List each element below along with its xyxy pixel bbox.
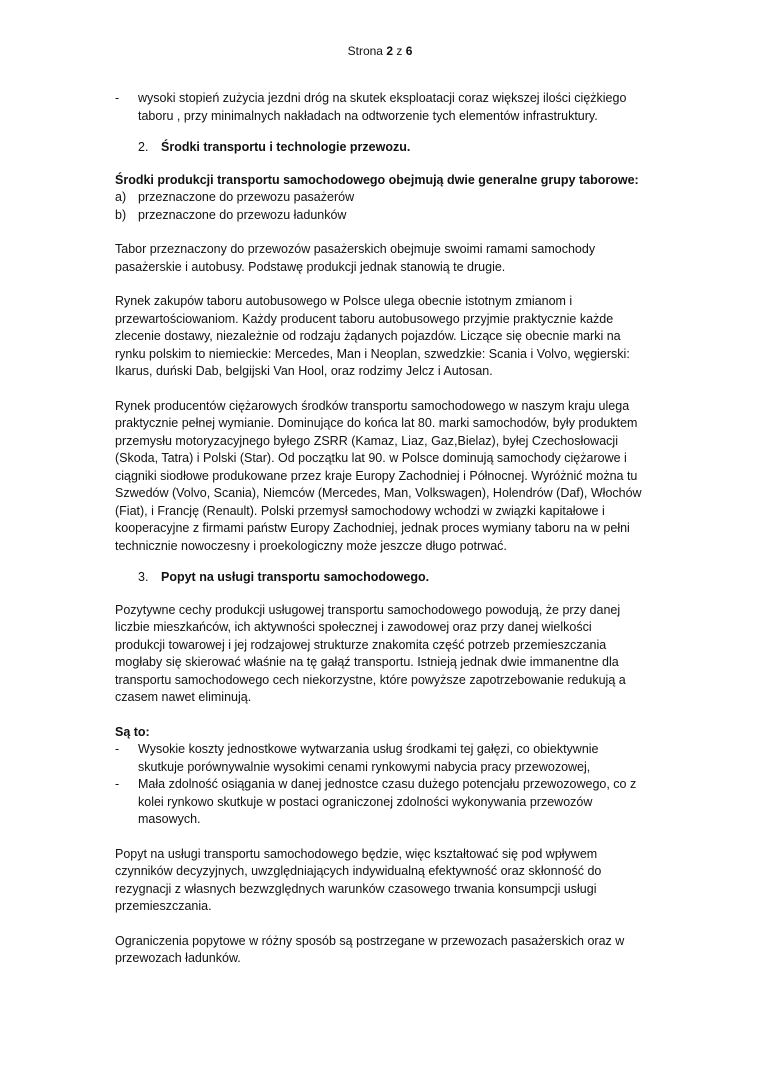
current-page-number: 2 [386,44,393,58]
section-number: 2. [138,140,149,154]
bullet-text: Wysokie koszty jednostkowe wytwarzania usług środkami tej gałęzi, co obiektywnie skutkuje porównywalnie wysokimi cenami rynkowymi nabycia pracy przewozowej, [138,742,599,774]
paragraph-pozytywne-cechy: Pozytywne cechy produkcji usługowej transportu samochodowego powodują, że przy danej liczbie mieszkańców, ich aktywności społecznej i zawodowej oraz przy danej wielkości produkcji towarowej i jej rodzajowej strukturze znakomita część potrzeb przemieszczania mogłaby się skierować właśnie na tę gałąź transportu. Istnieją jednak dwie immanentne dla transportu samochodowego cech niekorzystne, które powyższe zapotrzebowanie redukują a czasem nawet eliminują. [115,602,626,704]
paragraph-rynek-ciezarowych: Rynek producentów ciężarowych środków transportu samochodowego w naszym kraju ulega praktycznie pełnej wymianie. Dominujące do końca lat 80. marki samochodów, były produktem przemysłu motoryzacyjnego byłego ZSRR (Kamaz, Liaz, Gaz,Bielaz), byłej Czechosłowacji (Skoda, Tatra) i Polski (Star). Od początku lat 90. w Polsce dominują samochody ciężarowe i ciągniki siodłowe produkowane przez kraje Europy Zachodniej i Północnej. Wyróżnić można tu Szwedów (Volvo, Scania), Niemców (Mercedes, Man, Volkswagen), Holendrów (Daf), Włochów (Fiat), i Francję (Renault). Polski przemysł samochodowy wchodzi w związki kapitałowe i kooperacyjne z firmami państw Europy Zachodniej, jednak proces wymiany taboru na w pełni technicznie nowoczesny i proekologiczny może jeszcze długo potrwać. [115,398,642,553]
section-title: Środki transportu i technologie przewozu. [161,140,411,154]
bullet-item [115,741,645,776]
bullet-text: Mała zdolność osiągania w danej jednostce czasu dużego potencjału przewozowego, co z kolei rynkowo skutkuje w postaci ograniczonej zdolności wykonywania przewozów masowych. [138,777,637,826]
bullet-text: wysoki stopień zużycia jezdni dróg na skutek eksploatacji coraz większej ilości ciężkiego taboru , przy minimalnych nakładach na odtworzenie tych elementów infrastruktury. [138,91,627,123]
sa-to-heading: Są to: [115,724,150,739]
list-item-b [115,207,645,225]
bullet-dash: - [115,91,120,105]
bullet-dash: - [115,777,120,791]
list-text: przeznaczone do przewozu pasażerów [138,190,355,204]
paragraph-ograniczenia: Ograniczenia popytowe w różny sposób są postrzegane w przewozach pasażerskich oraz w przewozach ładunków. [115,933,625,965]
section-heading-3 [115,569,645,587]
paragraph-rynek-autobusow: Rynek zakupów taboru autobusowego w Polsce ulega obecnie istotnym zmianom i przewartościowaniom. Każdy producent taboru autobusowego przyjmie praktycznie każde zlecenie dostawy, niezależnie od rodzaju żądanych pojazdów. Liczące się obecnie marki na rynku polskim to niemieckie: Mercedes, Man i Neoplan, szwedzkie: Scania i Volvo, węgierski: Ikarus, duński Dab, belgijski Van Hool, oraz rodzimy Jelcz i Autosan. [115,294,630,378]
page-separator: z [396,44,403,58]
document-body [115,90,645,968]
page-number-header [0,43,760,59]
list-letter: a) [115,190,127,204]
section-title: Popyt na usługi transportu samochodowego. [161,570,430,584]
list-item-a [115,189,645,207]
total-pages-number: 6 [405,44,413,58]
page-label: Strona [347,44,383,58]
list-letter: b) [115,207,127,222]
section-number: 3. [138,570,149,584]
paragraph-tabor: Tabor przeznaczony do przewozów pasażerskich obejmuje swoimi ramami samochody pasażerskie i autobusy. Podstawę produkcji jednak stanowią te drugie. [115,242,596,274]
bullet-item [115,776,645,829]
paragraph-popyt: Popyt na usługi transportu samochodowego będzie, więc kształtować się pod wpływem czynników decyzyjnych, uwzględniających indywidualną efektywność oraz skłonność do rezygnacji z własnych bezwzględnych warunków czasowego trwania konsumpcji usługi przemieszczania. [115,846,602,913]
lead-paragraph: Środki produkcji transportu samochodowego obejmują dwie generalne grupy taborowe: [115,172,639,187]
bullet-dash: - [115,742,120,756]
list-text: przeznaczone do przewozu ładunków [138,207,347,222]
section-heading-2 [115,139,645,157]
bullet-item [115,90,645,125]
